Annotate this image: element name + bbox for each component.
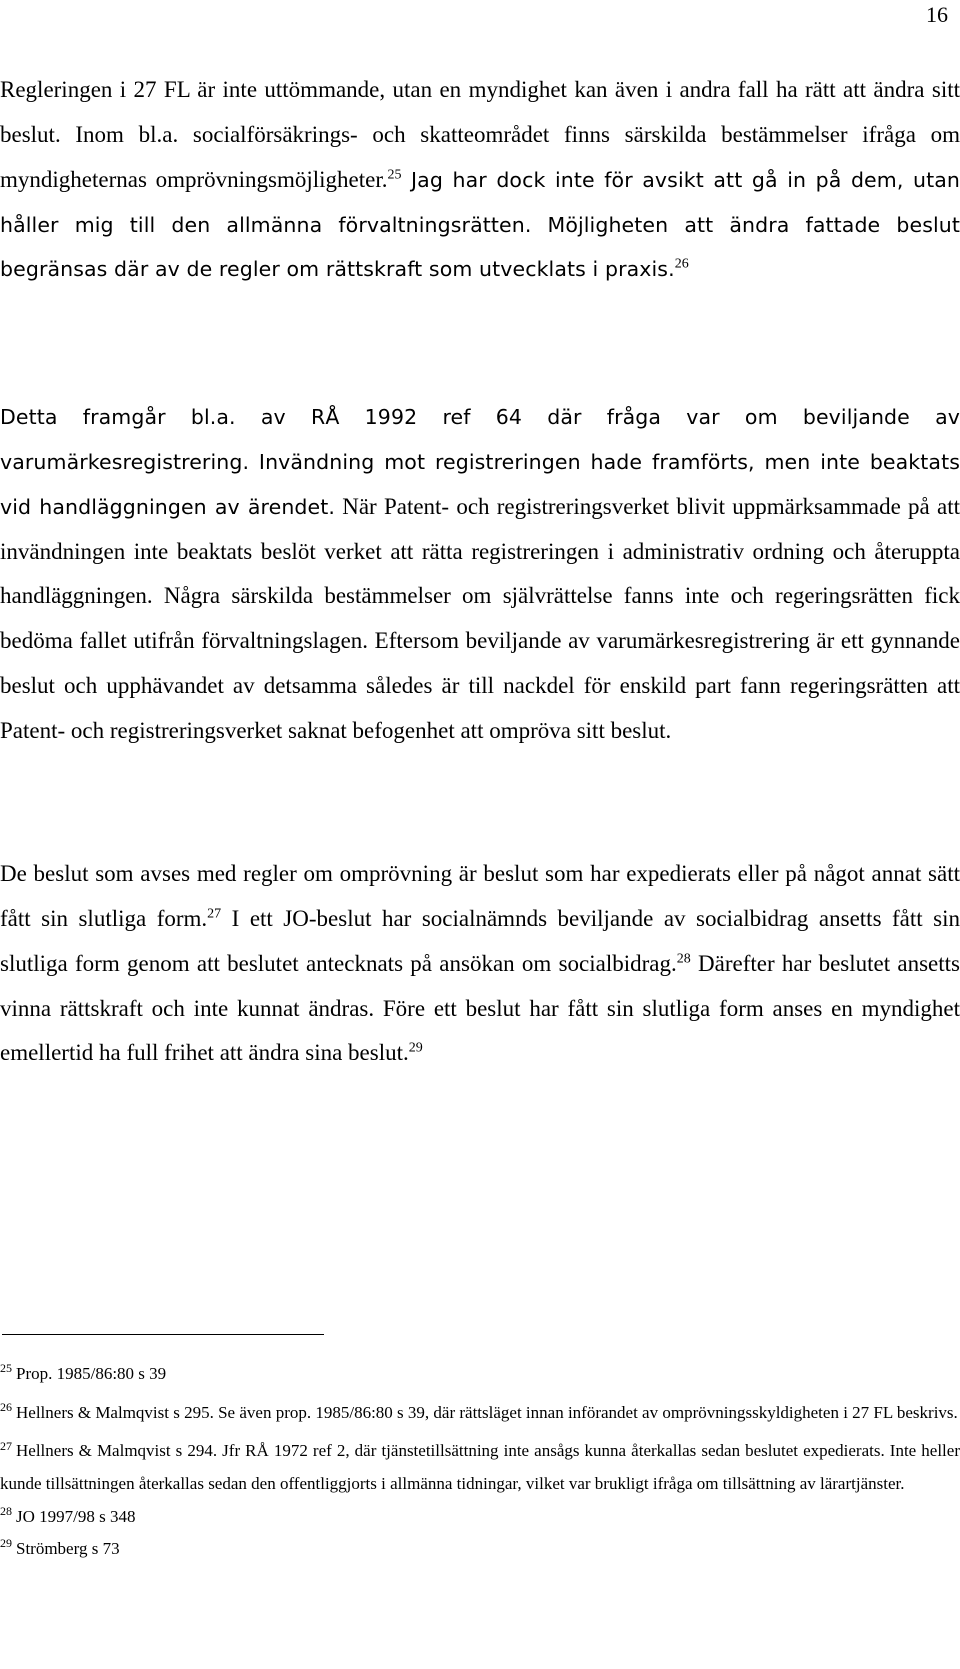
- paragraph-2-text-d: Eftersom beviljande av varumärkesregistrering är ett gynnande beslut och upphävandet av detsamma således är till nackdel för enskild part fann regeringsrätten att Patent- och registreringsverket saknat befogenhet att ompröva sitt beslut.: [0, 628, 960, 743]
- paragraph-1-text-a: Regleringen i 27 FL är inte uttömmande, utan en myndighet kan även i andra fall ha rätt att ändra sitt beslut. Inom bl.a. socialförsäkrings- och skatteområdet finns särskilda bestämmelser ifråga om myndigheternas omprövningsmöjligheter.: [0, 77, 960, 192]
- footnote-number: 26: [0, 1399, 12, 1414]
- footnote-text: Prop. 1985/86:80 s 39: [16, 1364, 167, 1383]
- paragraph-2-text-c: Några särskilda bestämmelser om självrättelse fanns inte och regeringsrätten fick bedöma fallet utifrån förvaltningslagen.: [0, 583, 960, 654]
- footnote-number: 25: [0, 1361, 12, 1376]
- footnote-ref-25[interactable]: 25: [387, 167, 402, 183]
- paragraph-1-text-b: Jag har dock inte för avsikt att gå in på dem, utan håller mig till den allmänna förvaltningsrätten. Möjligheten att ändra fattade beslut begränsas där av de regler om rättskraft som utvecklats i praxis.: [0, 167, 960, 282]
- footnote-28: [0, 1501, 960, 1534]
- footnote-ref-29[interactable]: 29: [408, 1040, 423, 1056]
- footnote-25: [0, 1358, 960, 1391]
- page-number: 16: [926, 2, 948, 27]
- footnote-29: [0, 1533, 960, 1566]
- footnote-ref-27[interactable]: 27: [207, 906, 222, 922]
- paragraph-3-text-c: Därefter har beslutet ansetts vinna rättskraft och inte kunnat ändras. Före ett beslut har fått sin slutliga form anses en myndighet emellertid ha full frihet att ändra sina beslut.: [0, 950, 960, 1066]
- footnote-ref-28[interactable]: 28: [676, 951, 691, 967]
- paragraph-3: [0, 852, 960, 1076]
- footnote-26: [0, 1397, 960, 1430]
- footnote-text: Strömberg s 73: [16, 1539, 120, 1559]
- paragraph-2: [0, 395, 960, 754]
- paragraph-1: [0, 68, 960, 292]
- footnote-ref-26[interactable]: 26: [674, 256, 689, 272]
- footnote-text: JO 1997/98 s 348: [16, 1506, 136, 1526]
- footnote-separator: [2, 1334, 324, 1335]
- footnotes: [0, 1358, 960, 1566]
- footnote-number: 29: [0, 1536, 12, 1551]
- footnote-text: Hellners & Malmqvist s 295. Se även prop. 1985/86:80 s 39, där rättsläget innan införandet av omprövningsskyldigheten i 27 FL beskrivs.: [16, 1402, 958, 1422]
- paragraph-2-text-b: När Patent- och registreringsverket blivit uppmärksammade på att invändningen inte beaktats beslöt verket att rätta registreringen i administrativ ordning och återuppta handläggningen.: [0, 493, 960, 609]
- footnote-number: 28: [0, 1503, 12, 1518]
- footnote-number: 27: [0, 1438, 12, 1453]
- footnote-27: [0, 1435, 960, 1500]
- footnote-text: Hellners & Malmqvist s 294. Jfr RÅ 1972 ref 2, där tjänstetillsättning inte ansågs kunna återkallas sedan beslutet expedierats. Inte heller kunde tillsättningen återkallas sedan den offentliggjorts i allmänna tidningar, vilket var brukligt ifråga om tillsättning av lärartjänster.: [0, 1441, 960, 1493]
- paragraph-3-text-a: De beslut som avses med regler om omprövning är beslut som har expedierats eller på något annat sätt fått sin slutliga form.: [0, 861, 960, 931]
- paragraph-3-text-b: I ett JO-beslut har socialnämnds beviljande av socialbidrag ansetts fått sin slutliga form genom att beslutet antecknats på ansökan om socialbidrag.: [0, 905, 960, 976]
- paragraph-2-text-a: Detta framgår bl.a. av RÅ 1992 ref 64 där fråga var om beviljande av varumärkesregistrering. Invändning mot registreringen hade framförts, men inte beaktats vid handläggningen av ärendet.: [0, 405, 960, 519]
